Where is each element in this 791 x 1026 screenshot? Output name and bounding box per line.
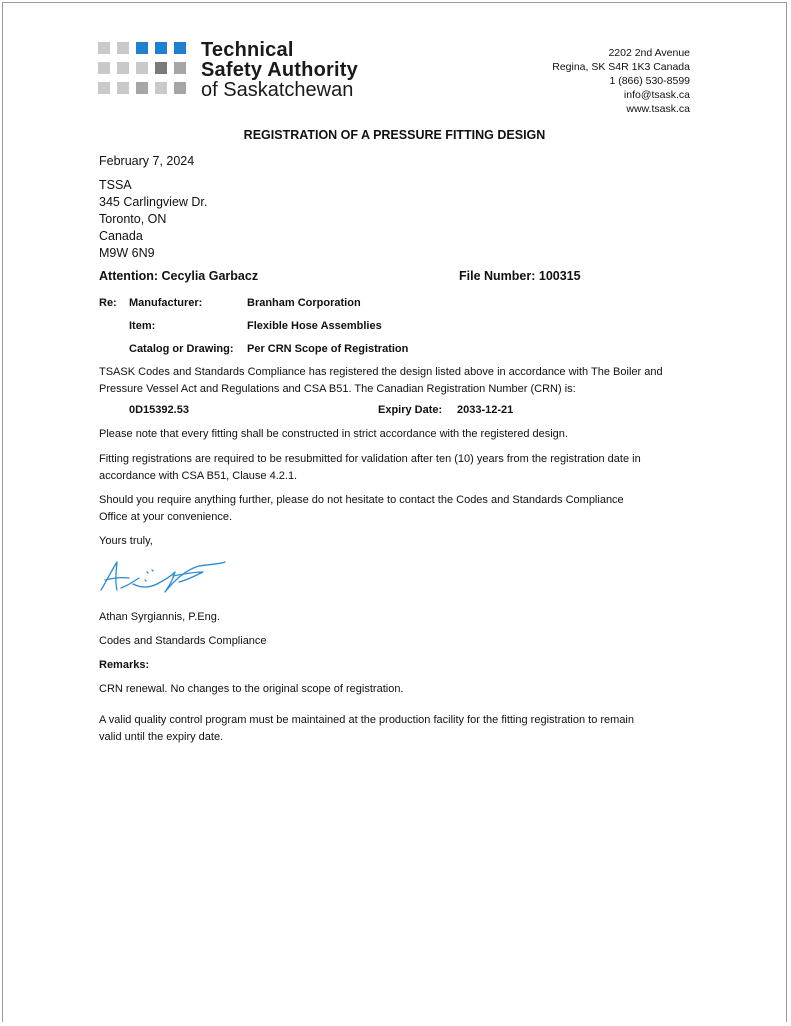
recipient-line: Toronto, ON [99, 212, 167, 226]
org-name-line1: Technical [201, 39, 294, 61]
paragraph-line: Should you require anything further, please do not hesitate to contact the Codes and Standards Compliance [99, 494, 624, 506]
org-address [552, 46, 690, 116]
closing: Yours truly, [99, 535, 153, 547]
address-line: Regina, SK S4R 1K3 Canada [552, 61, 690, 73]
remarks-label: Remarks: [99, 659, 150, 671]
expiry-date: 2033-12-21 [457, 404, 514, 416]
manufacturer-value: Branham Corporation [247, 297, 361, 309]
signature-image [99, 558, 229, 598]
resubmission-paragraph [99, 451, 641, 485]
document-title: REGISTRATION OF A PRESSURE FITTING DESIGN [243, 128, 546, 142]
catalog-label: Catalog or Drawing: [129, 343, 234, 355]
signer-department: Codes and Standards Compliance [99, 635, 267, 647]
org-name-line2: Safety Authority [201, 59, 358, 81]
file-number: File Number: 100315 [459, 269, 581, 283]
paragraph-line: Pressure Vessel Act and Regulations and CSA B51. The Canadian Registration Number (CRN) is: [99, 383, 576, 395]
recipient-line: TSSA [99, 178, 132, 192]
recipient-address [99, 177, 207, 262]
tsask-logo-icon [98, 42, 194, 98]
catalog-value: Per CRN Scope of Registration [247, 343, 409, 355]
paragraph-line: TSASK Codes and Standards Compliance has registered the design listed above in accordance with The Boiler and [99, 366, 663, 378]
re-label: Re: [99, 297, 117, 309]
item-value: Flexible Hose Assemblies [247, 320, 382, 332]
quality-control-paragraph [99, 712, 634, 746]
crn-number: 0D15392.53 [129, 404, 189, 416]
recipient-line: 345 Carlingview Dr. [99, 195, 208, 209]
construction-note: Please note that every fitting shall be constructed in strict accordance with the registered design. [99, 428, 568, 440]
letter-date: February 7, 2024 [99, 154, 195, 168]
registration-paragraph [99, 364, 663, 398]
email: info@tsask.ca [623, 89, 690, 101]
paragraph-line: A valid quality control program must be maintained at the production facility for the fitting registration to remain [99, 714, 634, 726]
recipient-line: M9W 6N9 [99, 246, 155, 260]
attention-line: Attention: Cecylia Garbacz [99, 269, 259, 283]
org-name-line3: of Saskatchewan [201, 79, 354, 101]
remarks-text: CRN renewal. No changes to the original scope of registration. [99, 683, 404, 695]
paragraph-line: valid until the expiry date. [99, 731, 224, 743]
website: www.tsask.ca [626, 103, 690, 115]
recipient-line: Canada [99, 229, 143, 243]
paragraph-line: Fitting registrations are required to be resubmitted for validation after ten (10) years from the registration date in [99, 453, 641, 465]
manufacturer-label: Manufacturer: [129, 297, 203, 309]
contact-paragraph [99, 492, 624, 526]
org-name [201, 40, 358, 100]
signer-name: Athan Syrgiannis, P.Eng. [99, 611, 220, 623]
paragraph-line: accordance with CSA B51, Clause 4.2.1. [99, 470, 298, 482]
phone: 1 (866) 530-8599 [609, 75, 690, 87]
letter-page [2, 2, 787, 1022]
item-label: Item: [129, 320, 156, 332]
address-line: 2202 2nd Avenue [608, 47, 690, 59]
paragraph-line: Office at your convenience. [99, 511, 233, 523]
expiry-label: Expiry Date: [378, 404, 443, 416]
